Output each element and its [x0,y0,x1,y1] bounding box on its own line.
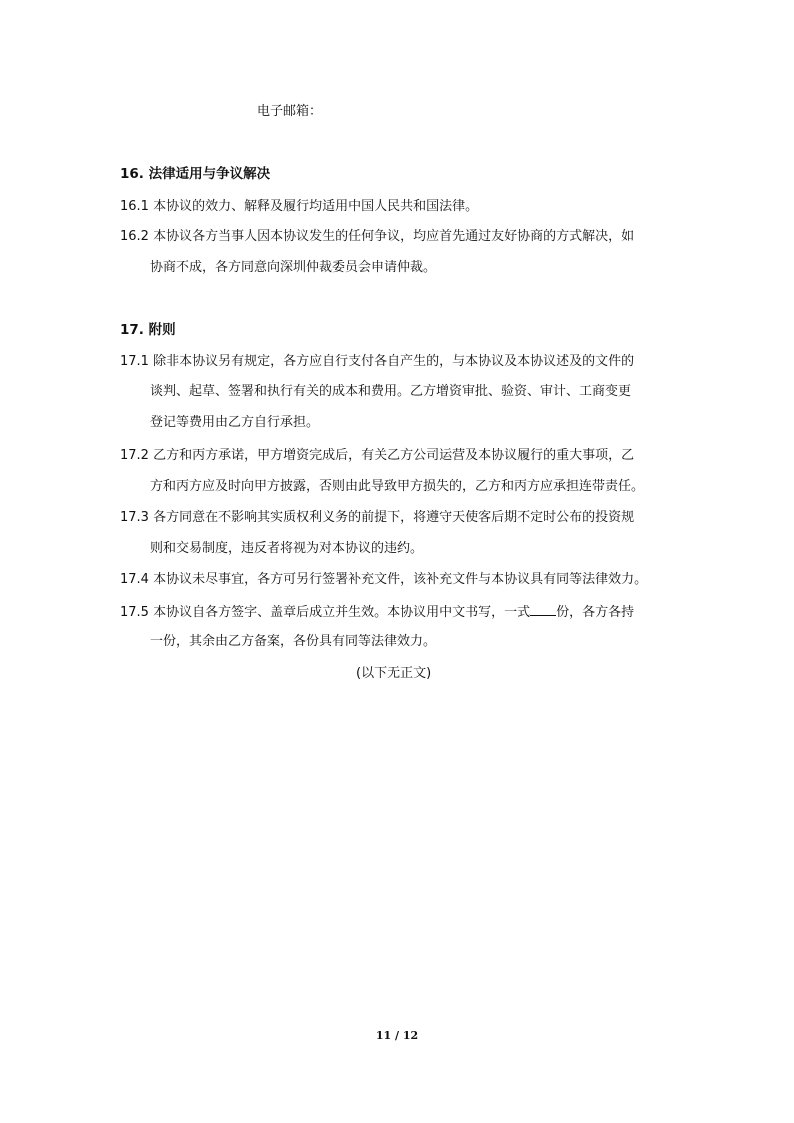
section-16-heading: 16. 法律适用与争议解决 [120,166,271,182]
clause-text: 本协议未尽事宜，各方可另行签署补充文件，该补充文件与本协议具有同等法律效力。 [153,572,648,587]
clause-text: 乙方和丙方承诺，甲方增资完成后，有关乙方公司运营及本协议履行的重大事项，乙 [153,448,635,463]
clause-number: 17.5 [120,605,149,620]
clause-text: 各方同意在不影响其实质权利义务的前提下，将遵守天使客后期不定时公布的投资规 [153,510,635,525]
clause-17-2-line-1 [120,448,634,464]
clause-17-5-line-2: 一份，其余由乙方备案，各份具有同等法律效力。 [150,634,437,649]
clause-17-1-line-2: 谈判、起草、签署和执行有关的成本和费用。乙方增资审批、验资、审计、工商变更 [150,384,632,399]
clause-number: 16.2 [120,229,149,244]
clause-16-2-line-2: 协商不成，各方同意向深圳仲裁委员会申请仲裁。 [150,260,437,275]
clause-number: 16.1 [120,199,149,214]
clause-text: 本协议各方当事人因本协议发生的任何争议，均应首先通过友好协商的方式解决，如 [153,229,635,244]
clause-text: 本协议自各方签字、盖章后成立并生效。本协议用中文书写，一式 [153,605,531,620]
clause-text: 除非本协议另有规定，各方应自行支付各自产生的，与本协议及本协议述及的文件的 [153,354,635,369]
clause-text-continued: 份，各方各持 [556,605,635,620]
clause-17-3-line-1 [120,510,634,526]
clause-16-1 [120,199,478,215]
clause-17-2-line-2: 方和丙方应及时向甲方披露，否则由此导致甲方损失的，乙方和丙方应承担连带责任。 [150,479,645,494]
end-of-text-note: (以下无正文) [356,666,432,681]
section-17-heading: 17. 附则 [120,322,176,338]
clause-16-2-line-1 [120,229,634,245]
clause-17-5-line-1 [120,603,634,621]
page-number: 11 / 12 [375,1029,419,1042]
clause-17-4-line-1 [120,572,647,588]
clause-number: 17.3 [120,510,149,525]
clause-17-3-line-2: 则和交易制度，违反者将视为对本协议的违约。 [150,541,424,556]
clause-number: 17.1 [120,354,149,369]
clause-text: 本协议的效力、解释及履行均适用中国人民共和国法律。 [153,199,479,214]
copies-blank [530,603,556,616]
clause-number: 17.4 [120,572,149,587]
clause-17-1-line-3: 登记等费用由乙方自行承担。 [150,415,320,430]
email-label: 电子邮箱： [257,104,323,119]
clause-17-1-line-1 [120,354,634,370]
clause-number: 17.2 [120,448,149,463]
